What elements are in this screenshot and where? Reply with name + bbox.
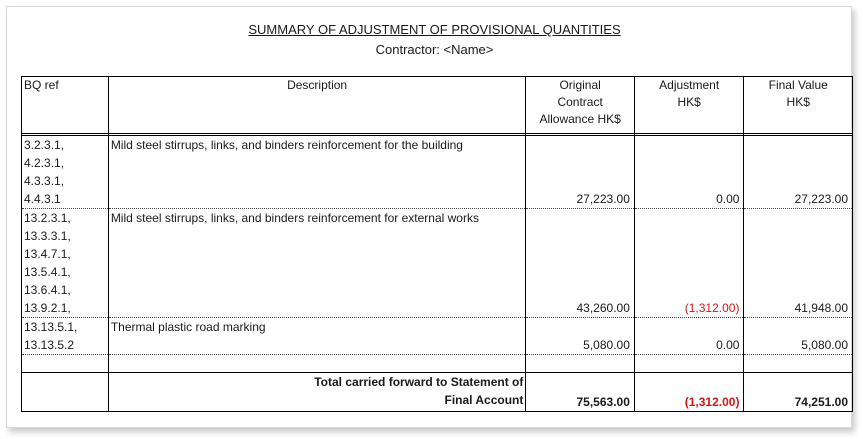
final-value-cell: 27,223.00: [744, 136, 853, 209]
table-row: [22, 318, 853, 355]
bq-ref-cell: 13.2.3.1, 13.3.3.1, 13.4.7.1, 13.5.4.1, 13.6.4.1, 13.9.2.1,: [22, 209, 109, 318]
contractor-line: Contractor: <Name>: [375, 42, 494, 57]
adjustment-table: [21, 76, 853, 412]
header-final-value: Final Value HK$: [744, 77, 853, 134]
table-row: [22, 209, 853, 318]
total-original: 75,563.00: [526, 373, 635, 412]
description-cell: Mild steel stirrups, links, and binders reinforcement for external works: [108, 209, 526, 318]
bq-ref-cell: 3.2.3.1, 4.2.3.1, 4.3.3.1, 4.4.3.1: [22, 136, 109, 209]
bq-ref-cell: 13.13.5.1, 13.13.5.2: [22, 318, 109, 355]
table-header-row: [22, 77, 853, 134]
original-cell: 5,080.00: [526, 318, 635, 355]
document-sheet: [6, 6, 852, 428]
header-description: Description: [108, 77, 526, 134]
blank-row: [22, 355, 853, 373]
header-adjustment: Adjustment HK$: [634, 77, 744, 134]
adjustment-cell: 0.00: [634, 318, 744, 355]
description-cell: Mild steel stirrups, links, and binders reinforcement for the building: [108, 136, 526, 209]
total-adjustment: (1,312.00): [634, 373, 744, 412]
header-original: Original Contract Allowance HK$: [526, 77, 635, 134]
adjustment-cell: 0.00: [634, 136, 744, 209]
total-row: [22, 373, 853, 412]
original-cell: 43,260.00: [526, 209, 635, 318]
total-label: Total carried forward to Statement of Final Account: [108, 373, 526, 412]
original-cell: 27,223.00: [526, 136, 635, 209]
description-cell: Thermal plastic road marking: [108, 318, 526, 355]
final-value-cell: 41,948.00: [744, 209, 853, 318]
total-final-value: 74,251.00: [744, 373, 853, 412]
header-bq-ref: BQ ref: [22, 77, 109, 134]
total-ref-cell: [22, 373, 109, 412]
final-value-cell: 5,080.00: [744, 318, 853, 355]
adjustment-cell: (1,312.00): [634, 209, 744, 318]
table-row: [22, 136, 853, 209]
document-title: SUMMARY OF ADJUSTMENT OF PROVISIONAL QUANTITIES: [248, 22, 621, 37]
